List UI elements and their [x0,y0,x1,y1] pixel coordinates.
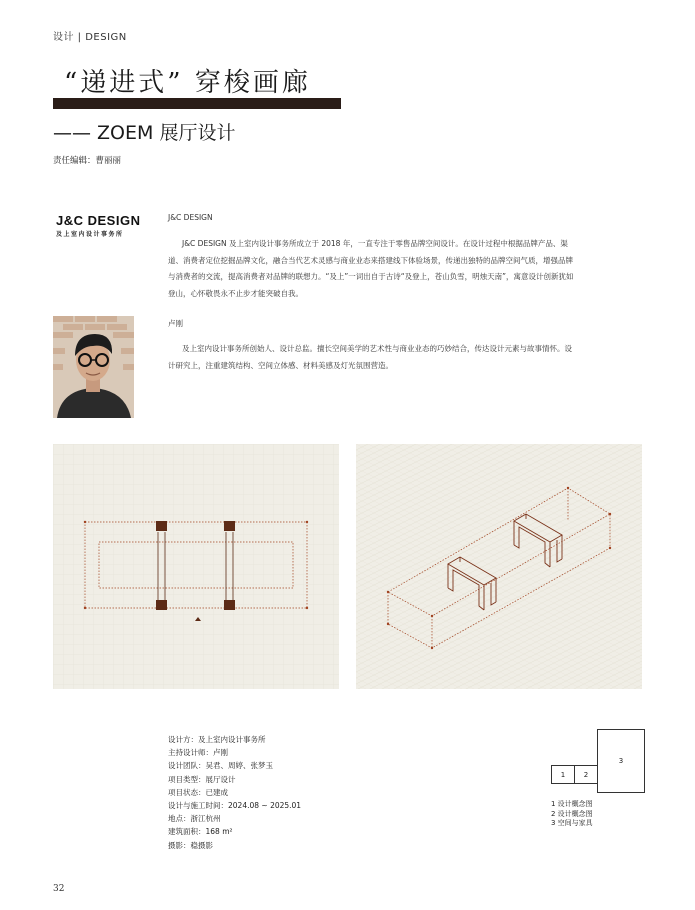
figure-legend-diagram [551,729,645,793]
title-bar [53,98,341,109]
designer-portrait [53,316,134,418]
credit-line: 设计团队：吴君、周婷、张梦玉 [168,761,273,771]
legend-item: 1 设计概念图 [551,800,593,808]
portrait-photo [53,316,134,418]
legend-item: 3 空间与家具 [551,819,593,827]
credit-line: 主持设计师：卢刚 [168,748,228,758]
project-credits [168,733,301,852]
concept-drawing-axonometric [356,444,642,689]
legend-box-1: 1 [551,765,575,784]
legend-box-2: 2 [574,765,598,784]
company-description: J&C DESIGN 及上室内设计事务所成立于 2018 年，一直专注于零售品牌空间设计。在设计过程中根据品牌产品、渠道、消费者定位挖掘品牌文化，融合当代艺术灵感与商业业态来搭建线下体验场景，传递出独特的品牌空间气质，增强品牌与消费者的交流，提高消费者对品牌的联想力。“及上”一词出自于古诗“及登上，苍山负雪，明烛天南”，寓意设计创新犹如登山，心怀敬畏永不止步才能突破自我。 [168,239,574,298]
credit-line: 建筑面积：168 m² [168,827,233,837]
legend-box-3: 3 [597,729,645,793]
section-tag: 设计 | DESIGN [53,32,127,43]
company-name: J&C DESIGN [168,213,213,222]
company-logo-subtitle: 及上室内设计事务所 [56,231,124,238]
credit-line: 项目类型：展厅设计 [168,774,236,784]
page-number: 32 [53,884,65,894]
legend-item: 2 设计概念图 [551,809,593,818]
figure-legend-list [551,800,593,829]
editor-credit: 责任编辑：曹丽丽 [53,156,122,166]
credit-line: 设计方：及上室内设计事务所 [168,735,266,744]
article-headline: “递进式” 穿梭画廊 [64,68,311,98]
designer-name: 卢刚 [168,319,183,328]
credit-line: 地点：浙江杭州 [168,814,221,824]
designer-description: 及上室内设计事务所创始人、设计总监。擅长空间美学的艺术性与商业业态的巧妙结合，传达设计元素与故事情怀。设计研究上，注重建筑结构、空间立体感、材料美感及灯光氛围营造。 [168,344,572,370]
credit-line: 摄影：稳摄影 [168,840,213,850]
plan-drawing [53,444,339,689]
axonometric-drawing [356,444,642,689]
concept-drawing-plan [53,444,339,689]
credit-line: 项目状态：已建成 [168,787,228,797]
article-subtitle: —— ZOEM 展厅设计 [53,122,236,144]
credit-line: 设计与施工时间：2024.08 ~ 2025.01 [168,801,302,811]
company-logo: J&C DESIGN [56,213,141,228]
